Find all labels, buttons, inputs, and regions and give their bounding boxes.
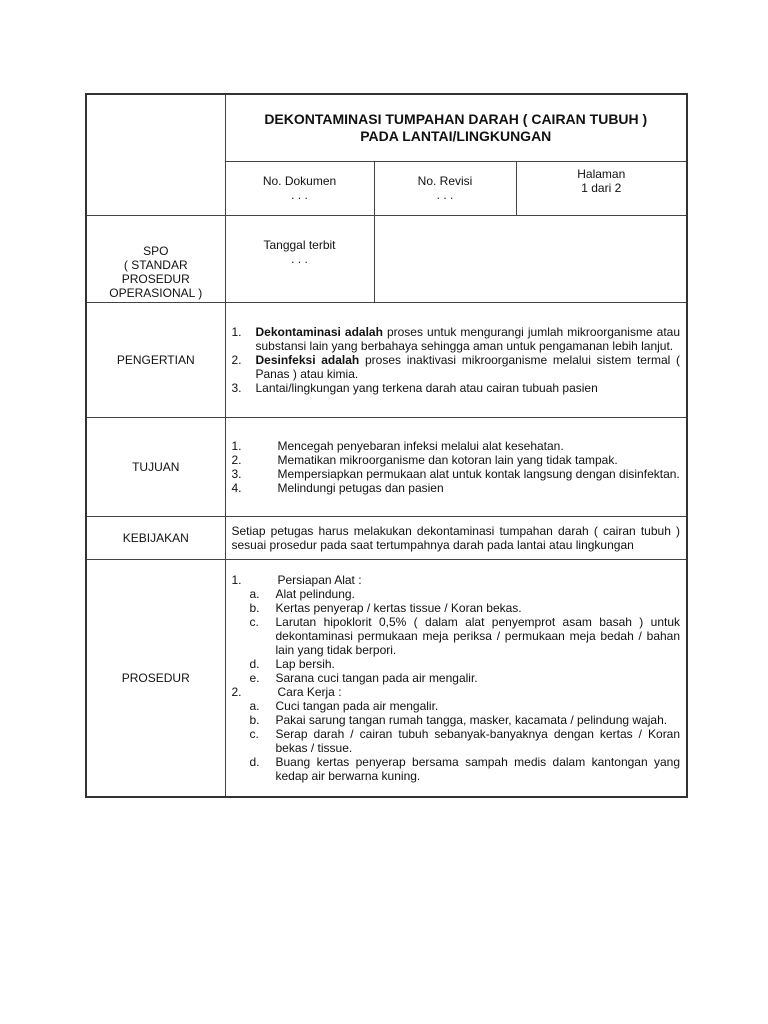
list-item: d. Lap bersih. <box>249 656 335 671</box>
list-item: 1. Dekontaminasi adalah proses untuk mengurangi jumlah mikroorganisme atau substansi lain yang berbahaya sehingga aman untuk pengamanan lebih lanjut. <box>231 324 681 353</box>
halaman-cell: Halaman 1 dari 2 <box>516 161 687 215</box>
logo-cell <box>86 94 225 215</box>
no-dokumen-cell: No. Dokumen . . . <box>225 161 374 215</box>
list-item: b. Pakai sarung tangan rumah tangga, masker, kacamata / pelindung wajah. <box>249 712 668 727</box>
kebijakan-content: Setiap petugas harus melakukan dekontaminasi tumpahan darah ( cairan tubuh ) sesuai prosedur pada saat tertumpahnya darah pada lantai atau lingkungan <box>225 516 687 559</box>
tujuan-label: TUJUAN <box>86 417 225 516</box>
title-line-1: DEKONTAMINASI TUMPAHAN DARAH ( CAIRAN TUBUH ) <box>264 110 648 127</box>
list-item: b. Kertas penyerap / kertas tissue / Koran bekas. <box>249 600 522 615</box>
kebijakan-label: KEBIJAKAN <box>86 516 225 559</box>
list-item: 3. Lantai/lingkungan yang terkena darah atau cairan tubuah pasien <box>231 380 598 395</box>
list-item: d. Buang kertas penyerap bersama sampah medis dalam kantongan yang kedap air berwarna kuning. <box>249 754 681 783</box>
document-title <box>225 94 687 161</box>
list-item: 2. Desinfeksi adalah proses inaktivasi mikroorganisme melalui sistem termal ( Panas ) atau kimia. <box>231 352 681 381</box>
list-item: a. Alat pelindung. <box>249 586 355 601</box>
signature-cell <box>374 215 687 302</box>
list-item: 1. Mencegah penyebaran infeksi melalui alat kesehatan. <box>231 438 564 453</box>
list-item: c. Serap darah / cairan tubuh sebanyak-banyaknya dengan kertas / Koran bekas / tissue. <box>249 726 681 755</box>
title-line-2: PADA LANTAI/LINGKUNGAN <box>360 127 552 144</box>
list-item: 2. Mematikan mikroorganisme dan kotoran lain yang tidak tampak. <box>231 452 618 467</box>
tanggal-terbit-cell: Tanggal terbit . . . <box>225 215 374 302</box>
prosedur-content <box>225 559 687 797</box>
list-item: c. Larutan hipoklorit 0,5% ( dalam alat penyemprot asam basah ) untuk dekontaminasi permukaan meja periksa / permukaan meja bedah / bahan lain yang tidak berpori. <box>249 614 681 657</box>
spo-label: SPO ( STANDAR PROSEDUR OPERASIONAL ) <box>86 215 225 302</box>
pengertian-content <box>225 302 687 417</box>
list-item: e. Sarana cuci tangan pada air mengalir. <box>249 670 478 685</box>
list-item: 4. Melindungi petugas dan pasien <box>231 480 444 495</box>
pengertian-label: PENGERTIAN <box>86 302 225 417</box>
tujuan-content <box>225 417 687 516</box>
list-item: 1. Persiapan Alat : <box>231 572 362 587</box>
list-item: 3. Mempersiapkan permukaan alat untuk kontak langsung dengan disinfektan. <box>231 466 680 481</box>
spo-table <box>85 93 688 798</box>
list-item: a. Cuci tangan pada air mengalir. <box>249 698 439 713</box>
prosedur-label: PROSEDUR <box>86 559 225 797</box>
no-revisi-cell: No. Revisi . . . <box>374 161 516 215</box>
list-item: 2. Cara Kerja : <box>231 684 342 699</box>
